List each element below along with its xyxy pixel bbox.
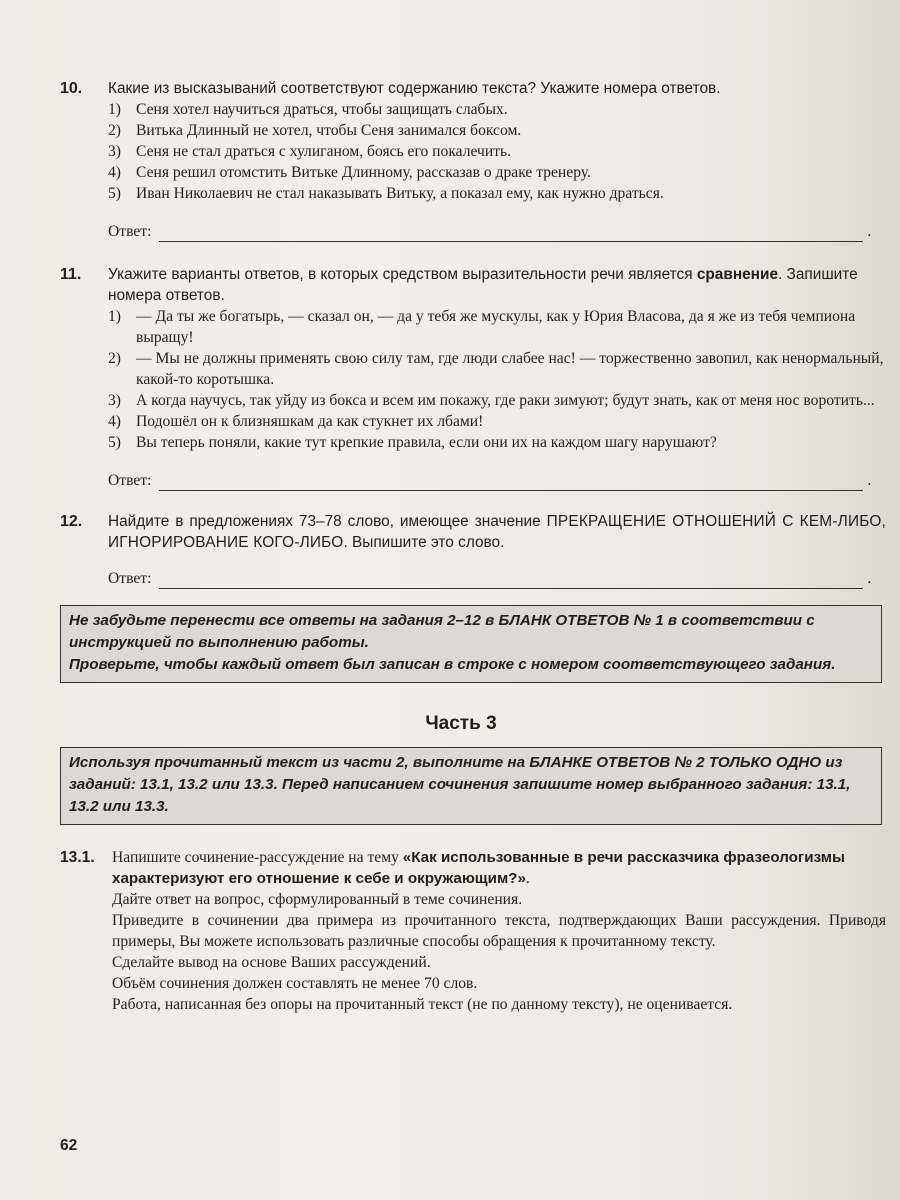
option-number: 2) (108, 122, 121, 139)
essay-topic (112, 847, 886, 889)
option-number: 5) (108, 185, 121, 202)
essay-intro: Напишите сочинение-рассуждение на тему (112, 849, 403, 866)
essay-intro-end: . (525, 870, 530, 887)
answer-end-dot: . (867, 570, 872, 587)
page-content (60, 78, 886, 1015)
notice-line-1: Не забудьте перенести все ответы на задания 2–12 в БЛАНК ОТВЕТОВ № 1 в соответствии с инструкцией по выполнению работы. (69, 612, 815, 651)
task-prompt: Какие из высказываний соответствуют содержанию текста? Укажите номера ответов. (108, 80, 721, 97)
essay-instruction: Дайте ответ на вопрос, сформулированный в теме сочинения. (112, 891, 523, 908)
task-11 (60, 264, 886, 491)
part3-instruction-box (60, 747, 882, 825)
option-text: Сеня не стал драться с хулиганом, боясь его покалечить. (136, 143, 512, 160)
prompt-text-end: . Запишите номера ответов. (108, 266, 858, 304)
answer-row (108, 469, 886, 491)
option-item (108, 411, 886, 432)
option-item (108, 183, 886, 204)
option-item (108, 390, 886, 411)
option-number: 1) (108, 101, 121, 118)
transfer-notice-box (60, 605, 882, 683)
answer-label: Ответ: (108, 223, 152, 240)
option-text: Подошёл он к близняшкам да как стукнет их лбами! (136, 413, 484, 430)
task-13-1 (60, 847, 886, 1015)
essay-instruction: Работа, написанная без опоры на прочитанный текст (не по данному тексту), не оценивается. (112, 996, 733, 1013)
answer-row (108, 567, 886, 589)
answer-label: Ответ: (108, 472, 152, 489)
answer-label: Ответ: (108, 570, 152, 587)
option-item (108, 432, 886, 453)
essay-topic-text: «Как использованные в речи рассказчика фразеологизмы характеризуют его отношение к себе и окружающим?» (112, 849, 845, 887)
page-number: 62 (60, 1137, 78, 1154)
answer-row (108, 220, 886, 242)
option-item (108, 348, 886, 390)
task-number: 11. (60, 266, 82, 283)
option-text: Витька Длинный не хотел, чтобы Сеня занимался боксом. (136, 122, 522, 139)
option-text: Иван Николаевич не стал наказывать Витьку, а показал ему, как нужно драться. (136, 185, 664, 202)
option-text: Вы теперь поняли, какие тут крепкие правила, если они их на каждом шагу нарушают? (136, 434, 717, 451)
option-item (108, 120, 886, 141)
prompt-text-end: . Выпишите это слово. (343, 534, 505, 551)
answer-line[interactable] (159, 572, 863, 589)
option-text: — Да ты же богатырь, — сказал он, — да у тебя же мускулы, как у Юрия Власова, да я же из тебя чемпиона выращу! (136, 308, 856, 346)
option-number: 4) (108, 413, 121, 430)
prompt-keyword: сравнение (696, 266, 778, 283)
option-item (108, 99, 886, 120)
option-number: 2) (108, 350, 121, 367)
task-number: 12. (60, 513, 83, 530)
answer-end-dot: . (867, 223, 872, 240)
answer-line[interactable] (159, 474, 863, 491)
task-10 (60, 78, 886, 242)
option-number: 3) (108, 143, 121, 160)
prompt-text: Укажите варианты ответов, в которых средством выразительности речи является (108, 266, 697, 283)
option-text: А когда научусь, так уйду из бокса и всем им покажу, где раки зимуют; будут знать, как от меня нос воротить... (136, 392, 875, 409)
options-list (108, 306, 886, 453)
essay-instruction: Приведите в сочинении два примера из прочитанного текста, подтверждающих Ваши рассуждения. Приводя примеры, Вы можете использовать различные способы обращения к прочитанному тексту. (112, 912, 886, 950)
part-title: Часть 3 (425, 713, 497, 734)
task-number: 13.1. (60, 849, 95, 866)
option-text: Сеня хотел научиться драться, чтобы защищать слабых. (136, 101, 508, 118)
option-number: 5) (108, 434, 121, 451)
prompt-meaning: ПРЕКРАЩЕНИЕ ОТНОШЕНИЙ С КЕМ-ЛИБО, ИГНОРИРОВАНИЕ КОГО-ЛИБО (108, 513, 886, 551)
task-number: 10. (60, 80, 83, 97)
option-number: 4) (108, 164, 121, 181)
prompt-text: Найдите в предложениях 73–78 слово, имеющее значение (108, 513, 547, 530)
option-number: 1) (108, 308, 121, 325)
option-item (108, 162, 886, 183)
essay-instruction: Сделайте вывод на основе Ваших рассуждений. (112, 954, 431, 971)
option-number: 3) (108, 392, 121, 409)
task-prompt (108, 264, 886, 306)
option-text: Сеня решил отомстить Витьке Длинному, рассказав о драке тренеру. (136, 164, 591, 181)
task-12 (60, 511, 886, 589)
task-prompt (108, 511, 886, 553)
notice-line-2: Проверьте, чтобы каждый ответ был записан в строке с номером соответствующего задания. (69, 656, 836, 673)
part3-instruction: Используя прочитанный текст из части 2, выполните на БЛАНКЕ ОТВЕТОВ № 2 ТОЛЬКО ОДНО из заданий: 13.1, 13.2 или 13.3. Перед написанием сочинения запишите номер выбранного задания: 13.1, 13.2 или 13.3. (69, 754, 851, 815)
essay-instruction: Объём сочинения должен составлять не менее 70 слов. (112, 975, 478, 992)
answer-end-dot: . (867, 472, 872, 489)
answer-line[interactable] (159, 225, 863, 242)
option-item (108, 306, 886, 348)
option-text: — Мы не должны применять свою силу там, где люди слабее нас! — торжественно завопил, как ненормальный, какой-то коротышка. (136, 350, 884, 388)
options-list (108, 99, 886, 204)
option-item (108, 141, 886, 162)
